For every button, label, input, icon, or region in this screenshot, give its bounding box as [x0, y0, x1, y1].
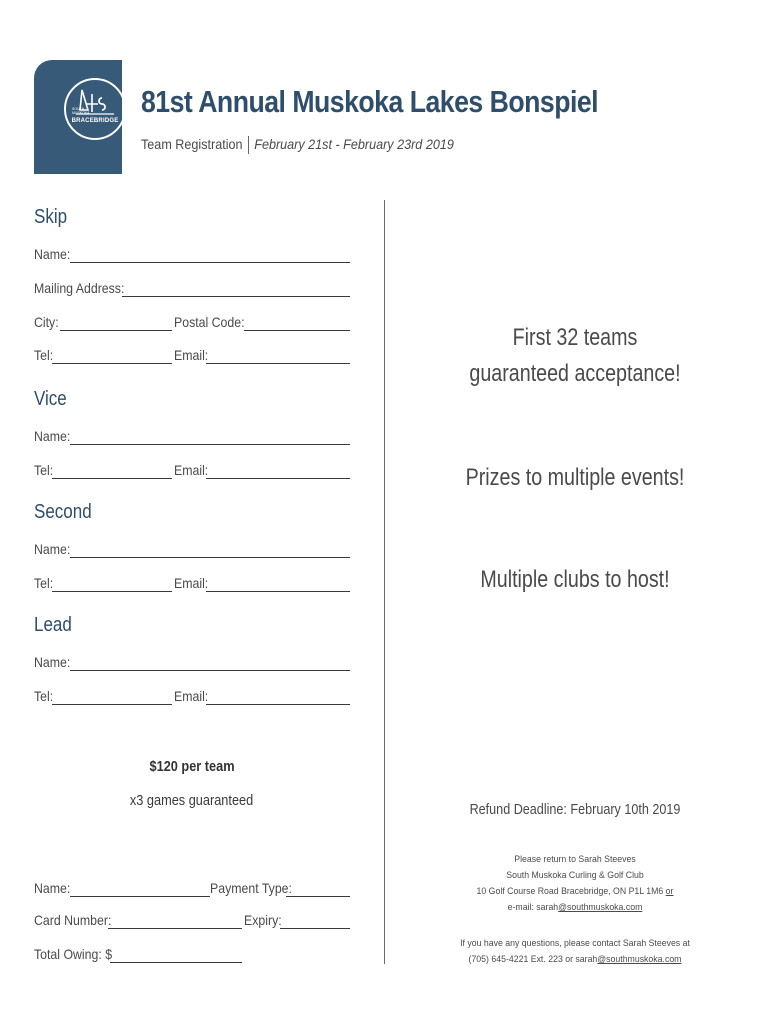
questions-line: If you have any questions, please contact Sarah Steeves at: [460, 938, 690, 949]
skip-name-field[interactable]: [34, 246, 350, 264]
card-number-field[interactable]: [34, 912, 350, 930]
lead-tel-field[interactable]: [34, 688, 350, 706]
field-label: Card Number:: [34, 912, 112, 928]
field-label: Email:: [174, 462, 209, 478]
field-label: Tel:: [34, 347, 54, 363]
event-dates: February 21st - February 23rd 2019: [254, 136, 454, 152]
field-line[interactable]: [108, 928, 242, 929]
email-link[interactable]: @southmuskoka.com: [558, 902, 643, 913]
field-label: Name:: [34, 428, 71, 444]
field-label: Name:: [34, 541, 71, 557]
field-label: Postal Code:: [174, 314, 245, 330]
field-line[interactable]: [70, 670, 350, 671]
page-title: 81st Annual Muskoka Lakes Bonspiel: [141, 84, 599, 119]
field-label: Payment Type:: [210, 880, 292, 896]
address-line: South Muskoka Curling & Golf Club: [506, 870, 644, 881]
email-prefix: e-mail: sarah: [507, 902, 559, 913]
address-line: [442, 884, 709, 900]
field-line[interactable]: [122, 296, 350, 297]
total-owing-field[interactable]: [34, 946, 350, 964]
field-line[interactable]: [70, 262, 350, 263]
logo-line2: MUSKOKA: [72, 111, 90, 115]
field-label: Email:: [174, 575, 209, 591]
refund-deadline: Refund Deadline: February 10th 2019: [469, 801, 681, 818]
highlight-clubs: Multiple clubs to host!: [480, 566, 670, 593]
field-line[interactable]: [70, 557, 350, 558]
field-line[interactable]: [110, 962, 242, 963]
games-text: [34, 792, 350, 809]
field-line[interactable]: [70, 444, 350, 445]
section-heading-skip: Skip: [34, 206, 68, 228]
price-text: [34, 758, 350, 775]
logo-city: BRACEBRIDGE: [71, 118, 119, 124]
field-line[interactable]: [52, 363, 172, 364]
field-line[interactable]: [280, 928, 350, 929]
field-label: Name:: [34, 654, 71, 670]
field-line[interactable]: [206, 478, 350, 479]
club-logo: [34, 60, 122, 174]
questions-contact: [432, 936, 717, 968]
payment-name-field[interactable]: [34, 880, 350, 898]
vice-name-field[interactable]: [34, 428, 350, 446]
field-label: Name:: [34, 880, 71, 896]
email-line: [442, 900, 709, 916]
return-address: [442, 852, 709, 916]
field-label: Name:: [34, 246, 71, 262]
section-heading-vice: Vice: [34, 388, 67, 410]
field-label: Email:: [174, 347, 209, 363]
subtitle-separator: [248, 136, 249, 154]
field-label: Total Owing: $: [34, 946, 113, 962]
logo-small-text: [72, 107, 90, 115]
highlight-acceptance: [464, 320, 685, 392]
address-text: 10 Golf Course Road Bracebridge, ON P1L 1M6: [476, 886, 664, 897]
field-line[interactable]: [206, 591, 350, 592]
field-label: Mailing Address:: [34, 280, 125, 296]
field-line[interactable]: [70, 896, 210, 897]
logo-line1: SOUTH: [72, 107, 85, 111]
lead-name-field[interactable]: [34, 654, 350, 672]
questions-line: [432, 952, 717, 968]
skip-mailing-field[interactable]: [34, 280, 350, 298]
section-heading-lead: Lead: [34, 614, 72, 636]
second-tel-field[interactable]: [34, 575, 350, 593]
highlight-prizes: Prizes to multiple events!: [465, 464, 685, 491]
field-label: Tel:: [34, 688, 54, 704]
highlight-line: guaranteed acceptance!: [469, 360, 681, 387]
highlight-line: First 32 teams: [512, 324, 638, 351]
field-line[interactable]: [244, 330, 350, 331]
page-subtitle: [141, 136, 454, 154]
games-label: x3 games guaranteed: [130, 792, 254, 809]
price-label: $120 per team: [149, 758, 235, 775]
subtitle-label: Team Registration: [141, 136, 243, 152]
vice-tel-field[interactable]: [34, 462, 350, 480]
field-line[interactable]: [206, 363, 350, 364]
phone-text: (705) 645-4221 Ext. 223 or sarah: [468, 954, 598, 965]
field-line[interactable]: [52, 704, 172, 705]
section-heading-second: Second: [34, 501, 92, 523]
field-line[interactable]: [52, 478, 172, 479]
address-line: Please return to Sarah Steeves: [514, 854, 636, 865]
second-name-field[interactable]: [34, 541, 350, 559]
column-divider: [384, 200, 385, 964]
field-label: Expiry:: [244, 912, 282, 928]
logo-emblem: [64, 78, 126, 140]
field-label: Email:: [174, 688, 209, 704]
email-link[interactable]: @southmuskoka.com: [597, 954, 682, 965]
field-line[interactable]: [206, 704, 350, 705]
field-label: City:: [34, 314, 59, 330]
field-line[interactable]: [60, 330, 172, 331]
or-text: or: [665, 886, 674, 897]
skip-city-field[interactable]: [34, 314, 350, 332]
skip-tel-field[interactable]: [34, 347, 350, 365]
field-label: Tel:: [34, 462, 54, 478]
field-line[interactable]: [52, 591, 172, 592]
field-label: Tel:: [34, 575, 54, 591]
field-line[interactable]: [286, 896, 350, 897]
